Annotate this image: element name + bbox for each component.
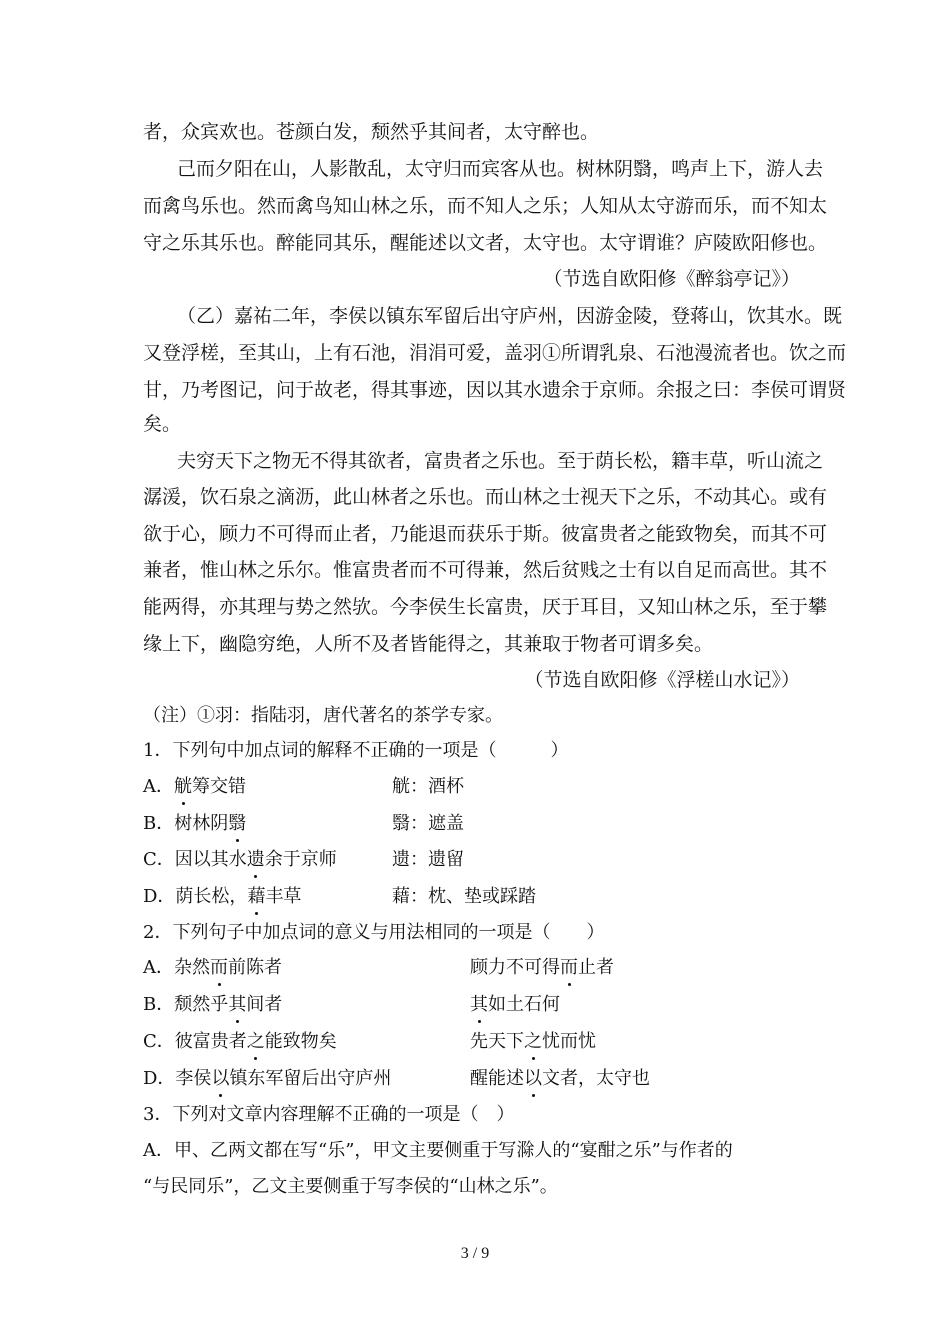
question-2-option-d-compare xyxy=(470,1067,650,1091)
passage-b-line: 又登浮槎，至其山，上有石池，涓涓可爱，盖羽①所谓乳泉、石池漫流者也。饮之而 xyxy=(143,342,847,364)
dotted-word: 以 xyxy=(211,1068,230,1089)
passage-b-line: 甘，乃考图记，问于故老，得其事迹，因以其水遗余于京师。余报之曰：李侯可谓贤 xyxy=(143,379,847,401)
option-text: 醒能述 xyxy=(470,1068,524,1089)
annotation-note: （注）①羽：指陆羽，唐代著名的茶学专家。 xyxy=(143,705,503,726)
option-text: 丰草 xyxy=(265,886,302,907)
question-1-option-d-explanation: 藉：枕、垫或踩踏 xyxy=(392,886,536,907)
question-2-option-c xyxy=(143,1030,337,1054)
option-text: B．树林阴 xyxy=(143,813,229,834)
dotted-word: 遗 xyxy=(246,849,265,870)
question-1-option-d xyxy=(143,885,301,909)
dotted-word: 之 xyxy=(524,1031,542,1052)
option-text: 镇东军留后出守庐州 xyxy=(229,1068,392,1089)
passage-b-line: 欲于心，顾力不可得而止者，乃能退而获乐于斯。彼富贵者之能致物矣，而其不可 xyxy=(143,523,828,545)
option-text: 间者 xyxy=(246,994,283,1015)
question-2-option-a xyxy=(143,956,282,980)
option-text: A． xyxy=(143,776,174,797)
question-3-option-a-line: A．甲、乙两文都在写“乐”，甲文主要侧重于写滁人的“宴酣之乐”与作者的 xyxy=(143,1140,733,1161)
dotted-word: 藉 xyxy=(247,886,266,907)
option-text: D．李侯 xyxy=(143,1068,212,1089)
passage-b-source: （节选自欧阳修《浮槎山水记》） xyxy=(524,669,800,691)
question-2-option-d xyxy=(143,1067,391,1091)
passage-a-line: 己而夕阳在山，人影散乱，太守归而宾客从也。树林阴翳，鸣声上下，游人去 xyxy=(177,158,824,180)
option-text: D．荫长松， xyxy=(143,886,248,907)
passage-a-line: 者，众宾欢也。苍颜白发，颓然乎其间者，太守醉也。 xyxy=(143,121,600,143)
question-1-option-c xyxy=(143,848,337,872)
question-2-option-b-compare xyxy=(470,993,560,1017)
option-text: C．彼富贵者 xyxy=(143,1031,247,1052)
passage-b-line: 矣。 xyxy=(143,413,182,435)
option-text: 余于京师 xyxy=(264,849,337,870)
dotted-word: 而 xyxy=(210,957,228,978)
passage-a-line: 守之乐其乐也。醉能同其乐，醒能述以文者，太守也。太守谓谁？庐陵欧阳修也。 xyxy=(143,232,828,254)
question-1-option-b xyxy=(143,812,246,836)
dotted-word: 其 xyxy=(470,994,488,1015)
question-3-stem: 3．下列对文章内容理解不正确的一项是（ ） xyxy=(143,1104,515,1125)
question-3-option-a-line: “与民同乐”，乙文主要侧重于写李侯的“山林之乐”。 xyxy=(143,1176,558,1197)
option-text: 前陈者 xyxy=(228,957,282,978)
passage-a-line: 而禽鸟乐也。然而禽鸟知山林之乐，而不知人之乐；人知从太守游而乐，而不知太 xyxy=(143,195,828,217)
question-1-option-a xyxy=(143,775,246,799)
passage-b-line: 夫穷天下之物无不得其欲者，富贵者之乐也。至于荫长松，籍丰草，听山流之 xyxy=(177,450,824,472)
dotted-word: 其 xyxy=(228,994,247,1015)
option-text: 文者，太守也 xyxy=(542,1068,650,1089)
dotted-word: 而 xyxy=(560,957,578,978)
question-1-option-c-explanation: 遗：遗留 xyxy=(392,849,464,870)
dotted-word: 之 xyxy=(246,1031,265,1052)
option-text: 筹交错 xyxy=(192,776,246,797)
option-text: A．杂然 xyxy=(143,957,210,978)
page-number: 3 / 9 xyxy=(460,1245,490,1262)
option-text: 忧而忧 xyxy=(542,1031,596,1052)
dotted-word: 翳 xyxy=(228,813,247,834)
option-text: 如土石何 xyxy=(488,994,560,1015)
dotted-word: 觥 xyxy=(174,776,192,797)
option-text: B．颓然乎 xyxy=(143,994,229,1015)
question-2-option-a-compare xyxy=(470,956,614,980)
option-text: 止者 xyxy=(578,957,614,978)
question-2-option-b xyxy=(143,993,282,1017)
question-1-option-b-explanation: 翳：遮盖 xyxy=(392,813,464,834)
option-text: 顾力不可得 xyxy=(470,957,560,978)
option-text: 能致物矣 xyxy=(264,1031,337,1052)
option-text: C．因以其水 xyxy=(143,849,247,870)
question-1-stem: 1．下列句中加点词的解释不正确的一项是（ ） xyxy=(143,740,569,761)
passage-a-source: （节选自欧阳修《醉翁亭记》） xyxy=(543,268,800,290)
question-2-option-c-compare xyxy=(470,1030,596,1054)
dotted-word: 以 xyxy=(524,1068,542,1089)
question-2-stem: 2．下列句子中加点词的意义与用法相同的一项是（ ） xyxy=(143,922,605,943)
passage-b-line: 兼者，惟山林之乐尔。惟富贵者而不可得兼，然后贫贱之士有以自足而高世。其不 xyxy=(143,559,828,581)
passage-b-line: 潺湲，饮石泉之滴沥，此山林者之乐也。而山林之士视天下之乐，不动其心。或有 xyxy=(143,486,828,508)
passage-b-line: 能两得，亦其理与势之然欤。今李侯生长富贵，厌于耳目，又知山林之乐，至于攀 xyxy=(143,596,828,618)
question-1-option-a-explanation: 觥：酒杯 xyxy=(392,776,464,797)
option-text: 先天下 xyxy=(470,1031,524,1052)
passage-b-line: （乙）嘉祐二年，李侯以镇东军留后出守庐州，因游金陵，登蒋山，饮其水。既 xyxy=(177,305,843,327)
passage-b-line: 缘上下，幽隐穷绝，人所不及者皆能得之，其兼取于物者可谓多矣。 xyxy=(143,633,714,655)
